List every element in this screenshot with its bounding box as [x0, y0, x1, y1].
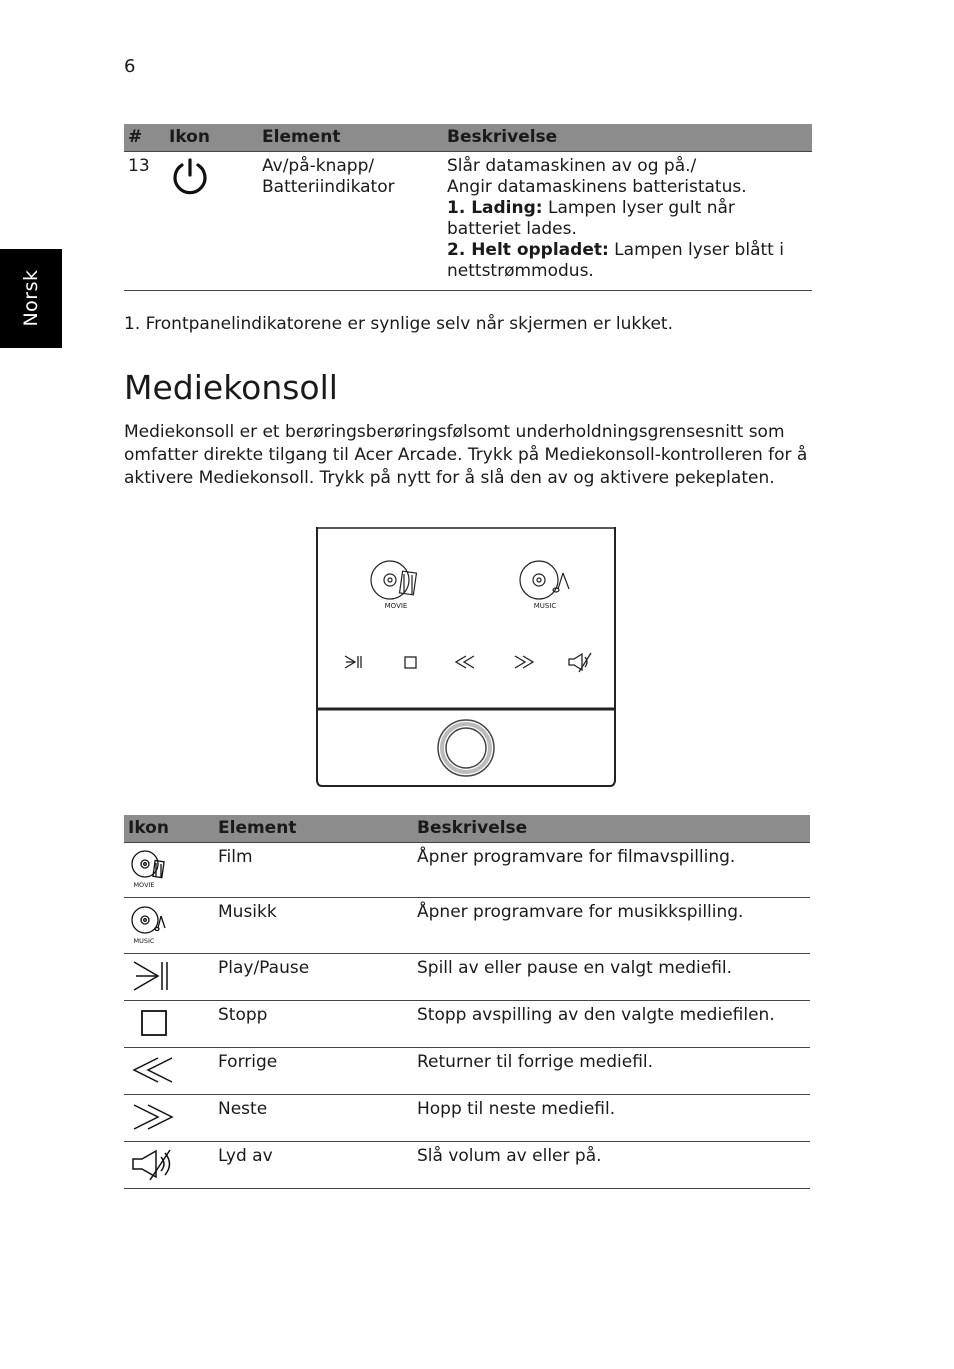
row-description	[443, 152, 812, 291]
movie-icon-label: MOVIE	[133, 881, 155, 889]
header-description: Beskrivelse	[443, 124, 812, 152]
element-cell: Forrige	[214, 1048, 413, 1095]
console-controller-dial	[438, 720, 494, 776]
table-row	[124, 1001, 810, 1048]
movie-icon	[128, 847, 168, 891]
footnote: 1. Frontpanelindikatorene er synlige selv når skjermen er lukket.	[124, 314, 674, 334]
description-cell: Åpner programvare for filmavspilling.	[413, 843, 810, 898]
console-music-button	[520, 561, 569, 599]
desc-item-1-text: Lampen lyser gult når batteriet lades.	[447, 198, 735, 239]
icon-cell	[124, 1001, 214, 1048]
header-icon: Ikon	[124, 815, 214, 843]
icon-cell	[124, 1095, 214, 1142]
page-number: 6	[124, 56, 136, 77]
description-cell: Åpner programvare for musikkspilling.	[413, 898, 810, 954]
element-cell: Stopp	[214, 1001, 413, 1048]
media-console-illustration	[316, 527, 616, 788]
stop-icon	[128, 1005, 172, 1041]
console-music-label: MUSIC	[533, 602, 557, 610]
table-row	[124, 1095, 810, 1142]
music-icon-label: MUSIC	[133, 937, 155, 945]
icon-cell	[124, 843, 214, 898]
console-play-pause-button	[345, 656, 361, 668]
table-row	[124, 1142, 810, 1189]
header-icon: Ikon	[165, 124, 258, 152]
table-row	[124, 843, 810, 898]
console-movie-button	[371, 561, 416, 599]
header-element: Element	[258, 124, 443, 152]
header-element: Element	[214, 815, 413, 843]
desc-item-1	[447, 198, 808, 240]
console-next-button	[515, 656, 533, 668]
icon-cell	[124, 898, 214, 954]
desc-item-1-label: 1. Lading:	[447, 198, 543, 218]
description-cell: Returner til forrige mediefil.	[413, 1048, 810, 1095]
description-cell: Spill av eller pause en valgt mediefil.	[413, 954, 810, 1001]
icon-cell	[124, 954, 214, 1001]
console-mute-button	[569, 653, 591, 672]
console-stop-button	[405, 657, 416, 668]
description-cell: Hopp til neste mediefil.	[413, 1095, 810, 1142]
table-row	[124, 954, 810, 1001]
description-cell: Slå volum av eller på.	[413, 1142, 810, 1189]
desc-item-2-label: 2. Helt oppladet:	[447, 240, 609, 260]
power-icon	[169, 156, 211, 198]
section-intro: Mediekonsoll er et berøringsberøringsfølsomt underholdningsgrensesnitt som omfatter direkte tilgang til Acer Arcade. Trykk på Mediekonsoll-kontrolleren for å aktivere Mediekonsoll. Trykk på nytt for å slå den av og aktivere pekeplaten.	[124, 422, 808, 488]
element-cell: Lyd av	[214, 1142, 413, 1189]
media-console-table	[124, 815, 810, 1189]
previous-icon	[128, 1052, 176, 1088]
language-tab	[0, 249, 62, 348]
table-row	[124, 152, 812, 291]
console-previous-button	[456, 656, 474, 668]
element-line-2: Batteriindikator	[262, 177, 395, 197]
mute-icon	[128, 1146, 176, 1182]
header-description: Beskrivelse	[413, 815, 810, 843]
element-cell: Film	[214, 843, 413, 898]
table-header-row	[124, 124, 812, 152]
element-cell: Play/Pause	[214, 954, 413, 1001]
language-tab-label: Norsk	[20, 269, 42, 327]
row-icon-cell	[165, 152, 258, 291]
icon-cell	[124, 1048, 214, 1095]
element-cell: Musikk	[214, 898, 413, 954]
music-icon	[128, 902, 168, 946]
desc-line-2: Angir datamaskinens batteristatus.	[447, 177, 747, 197]
play-pause-icon	[128, 958, 172, 994]
description-cell: Stopp avspilling av den valgte mediefilen.	[413, 1001, 810, 1048]
desc-item-2	[447, 240, 808, 282]
table-row	[124, 898, 810, 954]
row-number: 13	[124, 152, 165, 291]
desc-item-2-text: Lampen lyser blått i nettstrømmodus.	[447, 240, 784, 281]
power-table	[124, 124, 812, 291]
table-header-row	[124, 815, 810, 843]
console-movie-label: MOVIE	[384, 602, 408, 610]
section-title: Mediekonsoll	[124, 368, 338, 407]
icon-cell	[124, 1142, 214, 1189]
row-element	[258, 152, 443, 291]
element-line-1: Av/på-knapp/	[262, 156, 375, 176]
element-cell: Neste	[214, 1095, 413, 1142]
header-num: #	[124, 124, 165, 152]
desc-line-1: Slår datamaskinen av og på./	[447, 156, 697, 176]
next-icon	[128, 1099, 176, 1135]
table-row	[124, 1048, 810, 1095]
